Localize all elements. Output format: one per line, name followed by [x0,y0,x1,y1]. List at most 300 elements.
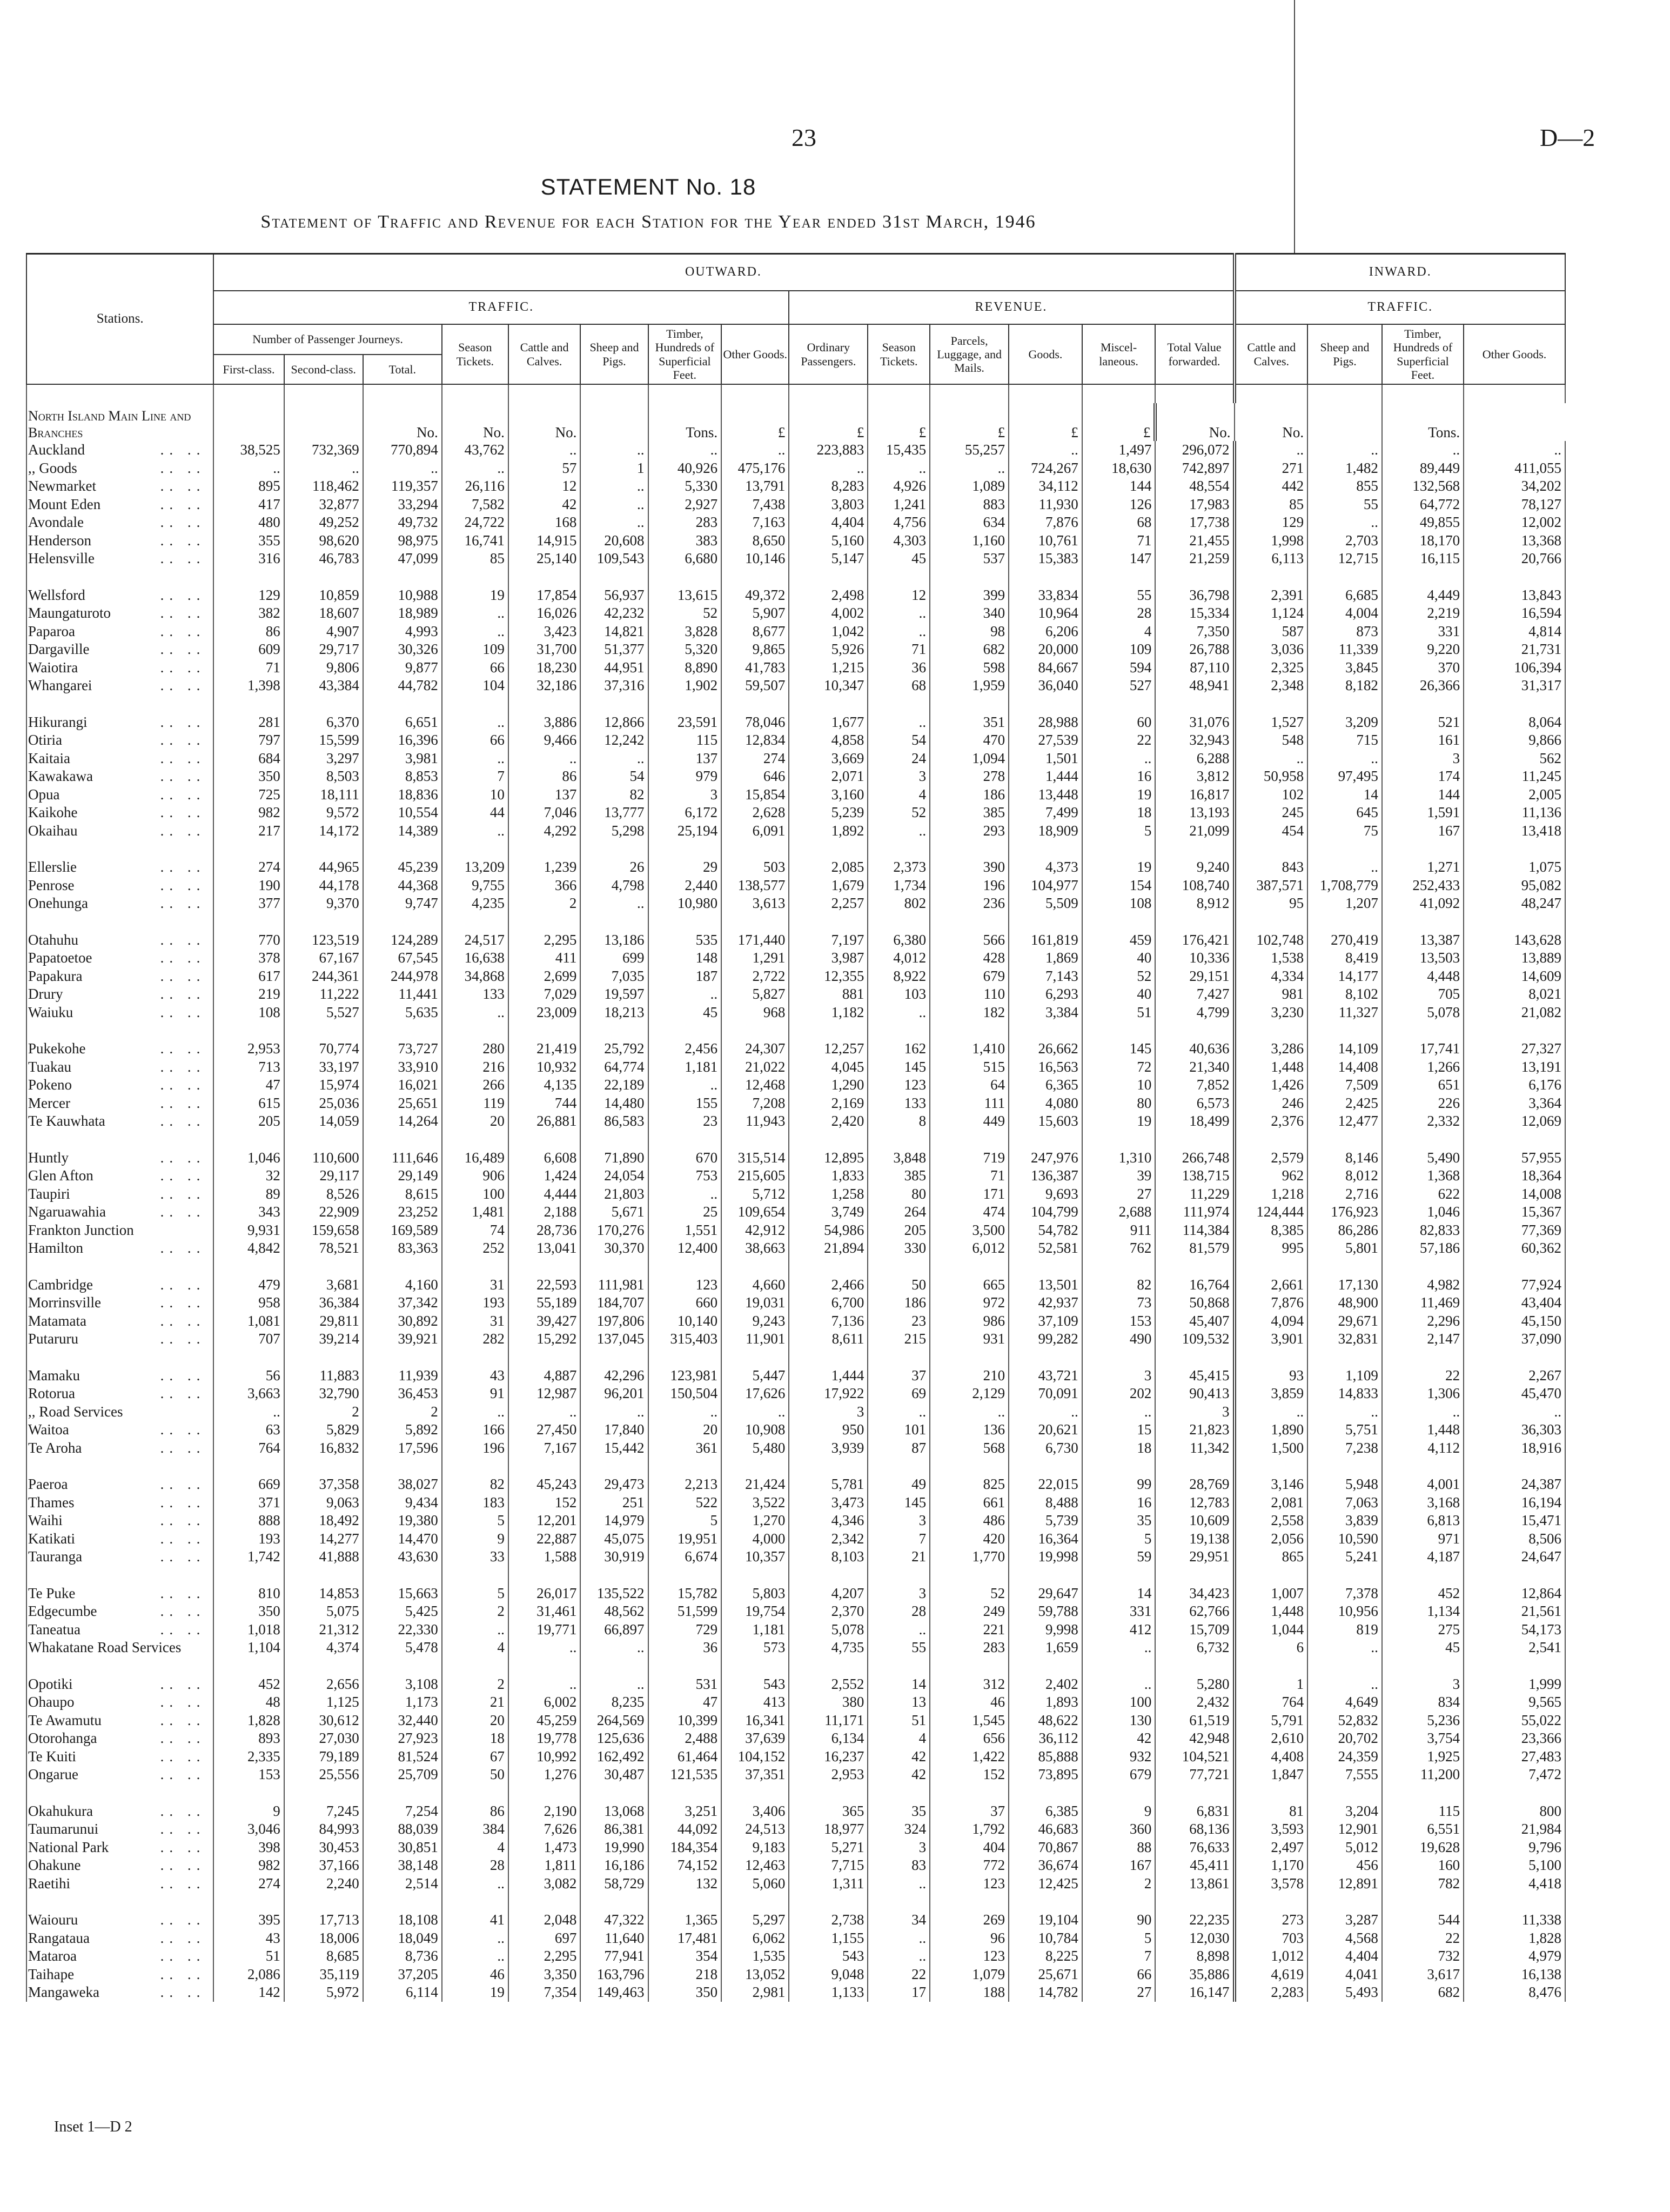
data-cell: 3,204 [1307,1802,1382,1821]
data-cell: 46 [442,1966,508,1984]
station-name: Thames [28,1494,75,1511]
data-cell: 2,514 [363,1875,442,1893]
data-cell: 354 [648,1947,722,1966]
data-cell: 247,976 [1009,1149,1082,1167]
data-cell: 719 [930,1149,1009,1167]
data-cell: 12,834 [721,731,789,750]
data-cell: 707 [213,1330,284,1348]
data-cell: 4,926 [868,477,930,496]
data-cell: 834 [1382,1693,1464,1712]
data-cell: 6 [1235,1639,1308,1657]
data-cell: 5,147 [789,550,868,568]
section-title [26,403,213,441]
data-cell: 324 [868,1820,930,1839]
data-cell: 1,155 [789,1929,868,1948]
data-cell: 12,463 [721,1856,789,1875]
data-cell: 7,427 [1155,985,1234,1004]
data-cell: 32,186 [508,677,581,695]
leader-dots: .. .. [160,1312,206,1329]
data-cell: 3,754 [1382,1729,1464,1748]
data-cell: 86 [508,767,581,786]
station-name-cell [26,1040,213,1058]
data-cell: 14 [1307,786,1382,804]
data-cell: 9,865 [721,640,789,659]
data-cell: 3,901 [1235,1330,1308,1348]
data-cell: 7,163 [721,513,789,532]
data-cell: 17,713 [284,1911,363,1929]
data-cell: 12,468 [721,1076,789,1094]
data-cell: 52,581 [1009,1239,1082,1258]
data-cell: 6,206 [1009,623,1082,641]
data-cell: 16,138 [1464,1966,1565,1984]
data-cell: 3,839 [1307,1512,1382,1530]
data-cell: 330 [868,1239,930,1258]
station-name: Morrinsville [28,1294,101,1311]
data-cell: 16,364 [1009,1530,1082,1548]
station-row [26,532,1565,550]
station-row [26,677,1565,695]
data-cell: 2 [442,1602,508,1621]
data-cell: 4,187 [1382,1548,1464,1566]
data-cell: 35,886 [1155,1966,1234,1984]
station-row [26,513,1565,532]
data-cell: 22,909 [284,1203,363,1221]
leader-dots: .. .. [160,1766,206,1783]
data-cell: 412 [1082,1621,1156,1639]
data-cell: 15,663 [363,1585,442,1603]
data-cell: 11,939 [363,1367,442,1385]
cattle-calves-header: Cattle and Calves. [508,324,581,384]
data-cell: 1,182 [789,1004,868,1022]
data-cell: 13,501 [1009,1276,1082,1294]
group-gap [26,1457,1565,1475]
data-cell: 28 [442,1856,508,1875]
data-cell: 355 [213,532,284,550]
data-cell: 5,480 [721,1439,789,1458]
data-cell: 153 [213,1766,284,1784]
data-cell: 8,102 [1307,985,1382,1004]
data-cell: 186 [868,1294,930,1312]
data-cell: 982 [213,1856,284,1875]
leader-dots: .. .. [160,1185,206,1202]
data-cell: 16,489 [442,1149,508,1167]
data-cell: 4,660 [721,1276,789,1294]
data-cell: 1,708,779 [1307,877,1382,895]
station-row [26,1983,1565,2002]
station-row [26,1530,1565,1548]
data-cell: 413 [721,1693,789,1712]
data-cell: 17,596 [363,1439,442,1458]
data-cell: 1,444 [789,1367,868,1385]
data-cell: 4,887 [508,1367,581,1385]
data-cell: 18,916 [1464,1439,1565,1458]
data-cell: 85 [442,550,508,568]
data-cell: 9,755 [442,877,508,895]
leader-dots: .. .. [160,1385,206,1402]
data-cell: .. [1464,441,1565,459]
data-cell: 21,082 [1464,1004,1565,1022]
data-cell: 52 [1082,967,1156,986]
data-cell: 19,754 [721,1602,789,1621]
data-cell: 587 [1235,623,1308,641]
data-cell: 119,357 [363,477,442,496]
leader-dots: .. .. [160,1839,206,1855]
station-name-cell [26,985,213,1004]
station-row [26,1585,1565,1603]
data-cell: 1,659 [1009,1639,1082,1657]
data-cell: 669 [213,1475,284,1494]
station-name: Taneatua [28,1621,81,1638]
data-cell: 377 [213,894,284,913]
data-cell: 906 [442,1167,508,1185]
data-cell: 12,901 [1307,1820,1382,1839]
data-cell: 59,788 [1009,1602,1082,1621]
data-cell: 312 [930,1675,1009,1694]
data-cell: 2 [508,894,581,913]
data-cell: 4 [442,1839,508,1857]
data-cell: 280 [442,1040,508,1058]
station-row [26,1004,1565,1022]
data-cell: 42,232 [580,604,648,623]
data-cell: 4,993 [363,623,442,641]
data-cell: 4,735 [789,1639,868,1657]
data-cell: 43 [213,1929,284,1948]
data-cell: .. [1382,1403,1464,1421]
station-row [26,1058,1565,1077]
data-cell: 25,792 [580,1040,648,1058]
data-cell: 622 [1382,1185,1464,1204]
data-cell: 3 [1082,1367,1156,1385]
data-cell: 197,806 [580,1312,648,1331]
station-name: Otorohanga [28,1730,97,1747]
data-cell: 10,554 [363,804,442,822]
data-cell: 2,981 [721,1983,789,2002]
data-cell: .. [442,750,508,768]
data-cell: 562 [1464,750,1565,768]
data-cell: 5,671 [580,1203,648,1221]
data-cell: 40 [1082,985,1156,1004]
data-cell: 74,152 [648,1856,722,1875]
station-row [26,1621,1565,1639]
data-cell: 144 [1082,477,1156,496]
station-row [26,750,1565,768]
station-row [26,1040,1565,1058]
data-cell: 705 [1382,985,1464,1004]
data-cell: .. [508,1403,581,1421]
data-cell: 404 [930,1839,1009,1857]
data-cell: 29,117 [284,1167,363,1185]
data-cell: 9,240 [1155,858,1234,877]
data-cell: 17,983 [1155,496,1234,514]
data-cell: 645 [1307,804,1382,822]
data-cell: 18,049 [363,1929,442,1948]
data-cell: 25,194 [648,822,722,840]
data-cell: 293 [930,822,1009,840]
data-cell: 385 [868,1167,930,1185]
data-cell: 111,974 [1155,1203,1234,1221]
data-cell: 43,762 [442,441,508,459]
data-cell: 1,828 [1464,1929,1565,1948]
station-name-cell [26,1621,213,1639]
data-cell: 1 [1235,1675,1308,1694]
data-cell: 2,213 [648,1475,722,1494]
leader-dots: .. .. [160,1040,206,1057]
data-cell: 931 [930,1330,1009,1348]
data-cell: .. [580,750,648,768]
data-cell: 5,712 [721,1185,789,1204]
data-cell: 2,498 [789,586,868,605]
data-cell: 3,593 [1235,1820,1308,1839]
data-cell: 43 [442,1367,508,1385]
data-cell: 7,136 [789,1312,868,1331]
station-row [26,1602,1565,1621]
data-cell: 60 [1082,713,1156,732]
leader-dots: .. .. [160,1875,206,1892]
data-cell: 4,756 [868,513,930,532]
data-cell: .. [1307,750,1382,768]
data-cell: 13,041 [508,1239,581,1258]
data-cell: 9,565 [1464,1693,1565,1712]
data-cell: 31,700 [508,640,581,659]
data-cell: 10,347 [789,677,868,695]
data-cell: 5,527 [284,1004,363,1022]
group-gap [26,1566,1565,1585]
station-name-cell [26,513,213,532]
data-cell: 1,448 [1235,1602,1308,1621]
data-cell: 123 [930,1947,1009,1966]
leader-dots: .. .. [160,986,206,1003]
data-cell: 30,487 [580,1766,648,1784]
data-cell: 159,658 [284,1221,363,1240]
data-cell: 43,630 [363,1548,442,1566]
data-cell: 21,984 [1464,1820,1565,1839]
station-name: Auckland [28,442,85,458]
station-name-cell [26,877,213,895]
data-cell: 133 [442,985,508,1004]
data-cell: 3,036 [1235,640,1308,659]
leader-dots: .. .. [160,1675,206,1692]
data-cell: 682 [1382,1983,1464,2002]
data-cell: 27,327 [1464,1040,1565,1058]
station-row [26,604,1565,623]
data-cell: 38,525 [213,441,284,459]
data-cell: 4,334 [1235,967,1308,986]
unit-label: £ [789,403,868,441]
data-cell: 12,400 [648,1239,722,1258]
data-cell: 2,953 [213,1040,284,1058]
data-cell: 3,578 [1235,1875,1308,1893]
station-name: Dargaville [28,641,90,658]
leader-dots: .. .. [160,1857,206,1874]
data-cell: 1,241 [868,496,930,514]
data-cell: 83 [868,1856,930,1875]
data-cell: .. [442,604,508,623]
data-cell: 49,372 [721,586,789,605]
data-cell: 3,803 [789,496,868,514]
data-cell: 19,990 [580,1839,648,1857]
data-cell: 3,423 [508,623,581,641]
data-cell: 183 [442,1494,508,1512]
data-cell: 3,663 [213,1385,284,1403]
data-cell: 64,772 [1382,496,1464,514]
station-name: Frankton Junction [28,1221,134,1238]
data-cell: 110 [930,985,1009,1004]
data-cell: 121,535 [648,1766,722,1784]
data-cell: 28,769 [1155,1475,1234,1494]
station-name-cell [26,1294,213,1312]
data-cell: 5,160 [789,532,868,550]
data-cell: 283 [930,1639,1009,1657]
data-cell: 732 [1382,1947,1464,1966]
data-cell: 20,702 [1307,1729,1382,1748]
station-name: Papatoetoe [28,950,92,966]
data-cell: 82 [1082,1276,1156,1294]
data-cell: 115 [1382,1802,1464,1821]
data-cell: 133 [868,1094,930,1113]
data-cell: 3,845 [1307,659,1382,677]
data-cell: 2,402 [1009,1675,1082,1694]
data-cell: 70,091 [1009,1385,1082,1403]
station-name-cell [26,1748,213,1766]
data-cell: 32,831 [1307,1330,1382,1348]
data-cell: 5,948 [1307,1475,1382,1494]
data-cell: 27,923 [363,1729,442,1748]
data-cell: 30,370 [580,1239,648,1258]
data-cell: 5,509 [1009,894,1082,913]
data-cell: 531 [648,1675,722,1694]
data-cell: 8,506 [1464,1530,1565,1548]
station-name-cell [26,1239,213,1258]
data-cell: 100 [1082,1693,1156,1712]
data-cell: 819 [1307,1621,1382,1639]
data-cell: 5,801 [1307,1239,1382,1258]
data-cell: 221 [930,1621,1009,1639]
data-cell: 145 [868,1494,930,1512]
data-cell: .. [363,459,442,478]
data-cell: 155 [648,1094,722,1113]
station-row [26,1112,1565,1131]
data-cell: 1,018 [213,1621,284,1639]
data-cell: 2,257 [789,894,868,913]
data-cell: 111,646 [363,1149,442,1167]
leader-dots: .. .. [160,1094,206,1111]
passenger-journeys-header: Number of Passenger Journeys. [213,324,441,355]
data-cell: 5,280 [1155,1675,1234,1694]
data-cell: 13,861 [1155,1875,1234,1893]
data-cell: 5,236 [1382,1712,1464,1730]
data-cell: 144 [1382,786,1464,804]
data-cell: 96,201 [580,1385,648,1403]
data-cell: 21 [868,1548,930,1566]
data-cell: 9,183 [721,1839,789,1857]
data-cell: 1,869 [1009,949,1082,967]
data-cell: 37,316 [580,677,648,695]
data-cell: 6,091 [721,822,789,840]
data-cell: 8,922 [868,967,930,986]
data-cell: 6,134 [789,1729,868,1748]
data-cell: 3,848 [868,1149,930,1167]
data-cell: 609 [213,640,284,659]
station-name-cell [26,1983,213,2002]
data-cell: 30,612 [284,1712,363,1730]
station-row [26,1239,1565,1258]
data-cell: 49 [868,1475,930,1494]
station-name: Penrose [28,877,75,893]
season-tickets-revenue-header: Season Tickets. [868,324,930,384]
data-cell: 459 [1082,931,1156,950]
data-cell: 130 [1082,1712,1156,1730]
data-cell: 45 [1382,1639,1464,1657]
data-cell: 12,987 [508,1385,581,1403]
data-cell: 548 [1235,731,1308,750]
data-cell: 11,222 [284,985,363,1004]
data-cell: 2 [363,1403,442,1421]
leader-dots: .. .. [160,623,206,639]
data-cell: 5,829 [284,1421,363,1439]
data-cell: .. [580,477,648,496]
data-cell: 2,579 [1235,1149,1308,1167]
data-cell: .. [1082,750,1156,768]
data-cell: 16,741 [442,532,508,550]
data-cell: 82 [442,1475,508,1494]
data-cell: 6,002 [508,1693,581,1712]
data-cell: 11,640 [580,1929,648,1948]
leader-dots: .. .. [160,1149,206,1166]
data-cell: 202 [1082,1385,1156,1403]
data-cell: .. [930,1403,1009,1421]
data-cell: 11,229 [1155,1185,1234,1204]
data-cell: 6,813 [1382,1512,1464,1530]
data-cell: 18,006 [284,1929,363,1948]
data-cell: 14,480 [580,1094,648,1113]
data-cell: 104,977 [1009,877,1082,895]
data-cell: 50,958 [1235,767,1308,786]
data-cell: 36 [648,1639,722,1657]
data-cell: 11,901 [721,1330,789,1348]
data-cell: 22,887 [508,1530,581,1548]
data-cell: 45,407 [1155,1312,1234,1331]
data-cell: 48 [213,1693,284,1712]
data-cell: 21,894 [789,1239,868,1258]
data-cell: 66,897 [580,1621,648,1639]
data-cell: 2,628 [721,804,789,822]
station-name-cell [26,1221,213,1240]
data-cell: 24 [868,750,930,768]
station-name: Cambridge [28,1276,93,1293]
data-cell: 42 [868,1766,930,1784]
station-row [26,496,1565,514]
data-cell: 12,257 [789,1040,868,1058]
data-cell: 5 [1082,822,1156,840]
data-cell: 28,988 [1009,713,1082,732]
data-cell: 45,150 [1464,1312,1565,1331]
leader-dots: .. .. [160,1821,206,1837]
leader-dots: .. .. [160,1276,206,1293]
leader-dots: .. .. [160,1621,206,1638]
data-cell: 22,189 [580,1076,648,1094]
data-cell: .. [284,459,363,478]
data-cell: 102 [1235,786,1308,804]
data-cell: 29,647 [1009,1585,1082,1603]
data-cell: 449 [930,1112,1009,1131]
leader-dots: .. .. [160,1966,206,1982]
data-cell: 380 [789,1693,868,1712]
data-cell: .. [1009,441,1082,459]
data-cell: 4,842 [213,1239,284,1258]
leader-dots: .. .. [160,1167,206,1184]
data-cell: 223,883 [789,441,868,459]
station-name: Glen Afton [28,1167,93,1184]
